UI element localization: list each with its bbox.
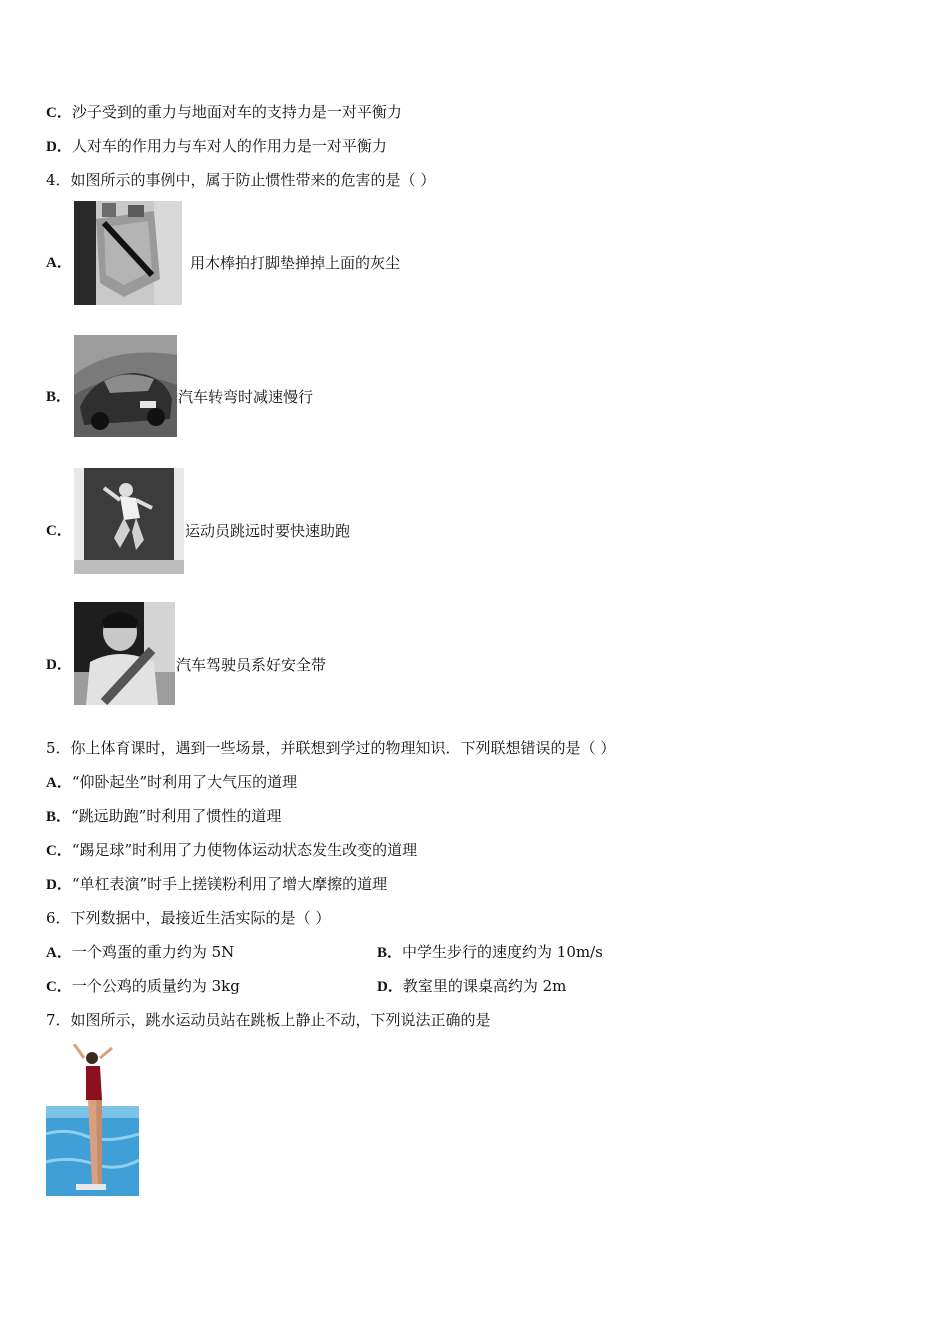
option-label: C． (46, 979, 72, 995)
beating-mat-photo-icon (74, 201, 182, 305)
q4-option-c-text: 运动员跳远时要快速助跑 (185, 522, 351, 540)
option-label: C． (46, 105, 72, 121)
option-label: D． (377, 979, 403, 995)
q4-stem: 4．如图所示的事例中，属于防止惯性带来的危害的是（ ） (46, 171, 436, 189)
q3-option-d (46, 136, 387, 157)
option-text: “单杠表演”时手上搓镁粉利用了增大摩擦的道理 (71, 875, 388, 893)
q5-option-b (46, 806, 281, 827)
option-text: 沙子受到的重力与地面对车的支持力是一对平衡力 (71, 103, 402, 121)
q4-option-a-text: 用木棒拍打脚垫掸掉上面的灰尘 (190, 254, 401, 272)
q4-option-d-text: 汽车驾驶员系好安全带 (176, 656, 327, 674)
q6-option-d (377, 976, 566, 997)
option-text: 教室里的课桌高约为 2m (402, 977, 567, 995)
q6-stem: 6．下列数据中，最接近生活实际的是（ ） (46, 909, 331, 927)
option-text: “跳远助跑”时利用了惯性的道理 (71, 807, 282, 825)
option-label: A． (46, 945, 72, 961)
q5-stem: 5．你上体育课时，遇到一些场景，并联想到学过的物理知识．下列联想错误的是（ ） (46, 739, 616, 757)
option-text: “仰卧起坐”时利用了大气压的道理 (71, 773, 298, 791)
car-turning-photo-icon (74, 335, 177, 437)
q7-stem: 7．如图所示，跳水运动员站在跳板上静止不动，下列说法正确的是 (46, 1011, 491, 1029)
q5-option-c (46, 840, 417, 861)
option-label: D． (46, 877, 72, 893)
option-label: B． (46, 809, 72, 825)
long-jump-photo-icon (74, 468, 184, 574)
option-label: B． (377, 945, 403, 961)
option-text: 一个鸡蛋的重力约为 5N (71, 943, 235, 961)
q5-option-a (46, 772, 297, 793)
option-text: 人对车的作用力与车对人的作用力是一对平衡力 (71, 137, 387, 155)
option-label: C． (46, 843, 72, 859)
q6-option-a (46, 942, 234, 963)
q4-option-b-text: 汽车转弯时减速慢行 (178, 388, 314, 406)
q5-option-d (46, 874, 387, 895)
q6-option-c (46, 976, 240, 997)
option-text: “踢足球”时利用了力使物体运动状态发生改变的道理 (71, 841, 418, 859)
q3-option-c (46, 102, 402, 123)
q4-option-a-label: A． (46, 255, 72, 271)
q4-option-d-label: D． (46, 657, 72, 673)
diver-on-springboard-photo-icon (46, 1044, 139, 1196)
q4-option-c-label: C． (46, 523, 72, 539)
option-text: 一个公鸡的质量约为 3kg (71, 977, 240, 995)
seatbelt-driver-photo-icon (74, 602, 175, 705)
option-label: A． (46, 775, 72, 791)
option-text: 中学生步行的速度约为 10m/s (402, 943, 603, 961)
option-label: D． (46, 139, 72, 155)
q6-option-b (377, 942, 603, 963)
q4-option-b-label: B． (46, 389, 72, 405)
